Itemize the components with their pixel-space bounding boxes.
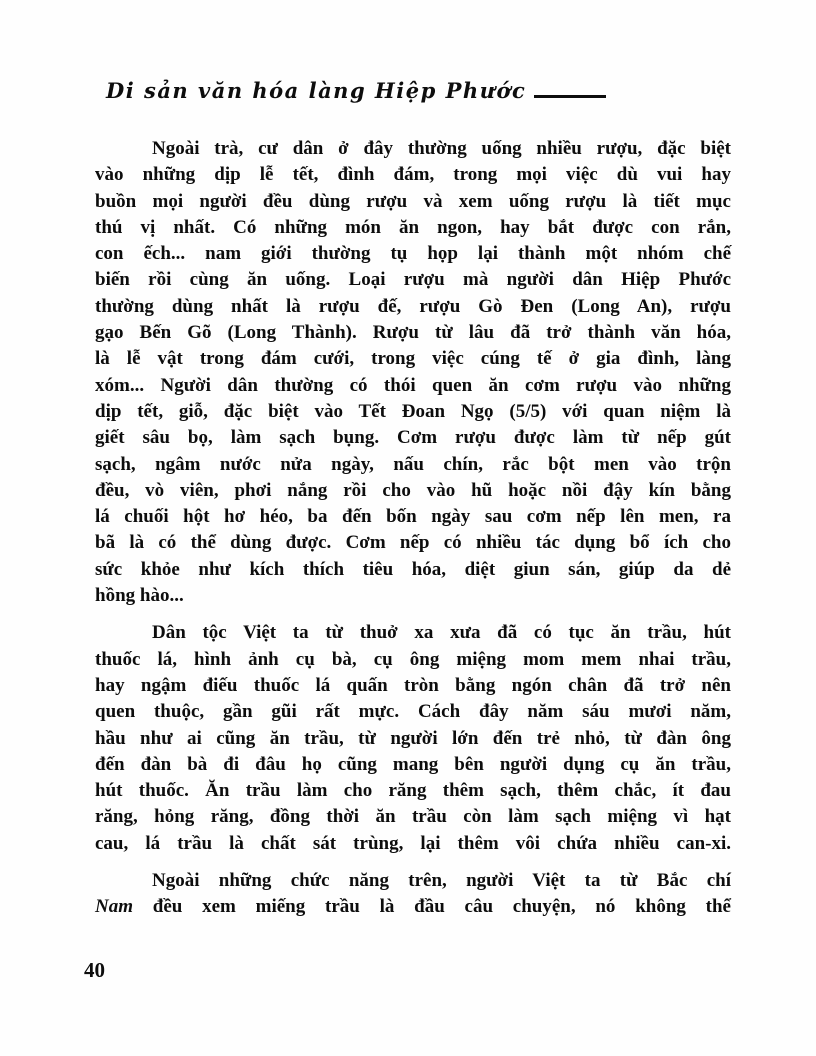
text-line: xóm... Người dân thường có thói quen ăn cơm rượu vào những — [95, 374, 731, 396]
text-line: dịp tết, giỗ, đặc biệt vào Tết Đoan Ngọ (5/5) với quan niệm là — [95, 400, 731, 422]
text-line: quen thuộc, gần gũi rất mực. Cách đây năm sáu mươi năm, — [95, 701, 731, 723]
text-line: Ngoài những chức năng trên, người Việt ta từ Bắc chí — [152, 870, 731, 892]
running-header — [106, 78, 606, 103]
text-line: hút thuốc. Ăn trầu làm cho răng thêm sạch, thêm chắc, ít đau — [95, 780, 731, 802]
text-line: thường dùng nhất là rượu đế, rượu Gò Đen (Long An), rượu — [95, 295, 731, 317]
text-line: cau, lá trầu là chất sát trùng, lại thêm vôi chứa nhiều can-xi. — [95, 832, 731, 854]
text-line: là lễ vật trong đám cưới, trong việc cúng tế ở gia đình, làng — [95, 348, 731, 370]
text-line: buồn mọi người đều dùng rượu và xem uống rượu là tiết mục — [95, 190, 731, 212]
text-line: thuốc lá, hình ảnh cụ bà, cụ ông miệng mom mem nhai trầu, — [95, 648, 731, 670]
text-line: sạch, ngâm nước nửa ngày, nấu chín, rắc bột men vào trộn — [95, 453, 731, 475]
text-line: giết sâu bọ, làm sạch bụng. Cơm rượu được làm từ nếp gút — [95, 427, 731, 449]
paragraph — [95, 136, 731, 609]
page-body — [95, 136, 731, 932]
italic-word: Nam — [95, 896, 133, 918]
text-line: gạo Bến Gõ (Long Thành). Rượu từ lâu đã trở thành văn hóa, — [95, 322, 731, 344]
header-title: Di sản văn hóa làng Hiệp Phước — [106, 78, 527, 103]
page-number: 40 — [84, 958, 105, 982]
text-line: bã là có thể dùng được. Cơm nếp có nhiều tác dụng bổ ích cho — [95, 532, 731, 554]
text-line: sức khỏe như kích thích tiêu hóa, diệt giun sán, giúp da dẻ — [95, 558, 731, 580]
text-line: con ếch... nam giới thường tụ họp lại thành một nhóm chế — [95, 243, 731, 265]
text-line: đều, vò viên, phơi nắng rồi cho vào hũ hoặc nồi đậy kín bằng — [95, 479, 731, 501]
text-line: hồng hào... — [95, 585, 184, 607]
text-line: răng, hỏng răng, đồng thời ăn trầu còn làm sạch miệng vì hạt — [95, 806, 731, 828]
paragraph — [95, 620, 731, 857]
text-line: biến rồi cùng ăn uống. Loại rượu mà người dân Hiệp Phước — [95, 269, 731, 291]
text-line: vào những dịp lễ tết, đình đám, trong mọi việc dù vui hay — [95, 164, 731, 186]
text-line: thú vị nhất. Có những món ăn ngon, hay bắt được con rắn, — [95, 216, 731, 238]
text-line: hầu như ai cũng ăn trầu, từ người lớn đến trẻ nhỏ, từ đàn ông — [95, 727, 731, 749]
text-line: Ngoài trà, cư dân ở đây thường uống nhiều rượu, đặc biệt — [152, 138, 731, 159]
paragraph — [95, 868, 731, 921]
text-line: lá chuối hột hơ héo, ba đến bốn ngày sau cơm nếp lên men, ra — [95, 506, 731, 528]
header-underline-rule — [534, 80, 606, 98]
text-line: Nam đều xem miếng trầu là đầu câu chuyện, nó không thể — [95, 896, 731, 918]
text-line: đến đàn bà đi đâu họ cũng mang bên người dụng cụ ăn trầu, — [95, 753, 731, 775]
text-line: hay ngậm điếu thuốc lá quấn tròn bằng ngón chân đã trở nên — [95, 674, 731, 696]
text-line: Dân tộc Việt ta từ thuở xa xưa đã có tục ăn trầu, hút — [152, 622, 731, 644]
